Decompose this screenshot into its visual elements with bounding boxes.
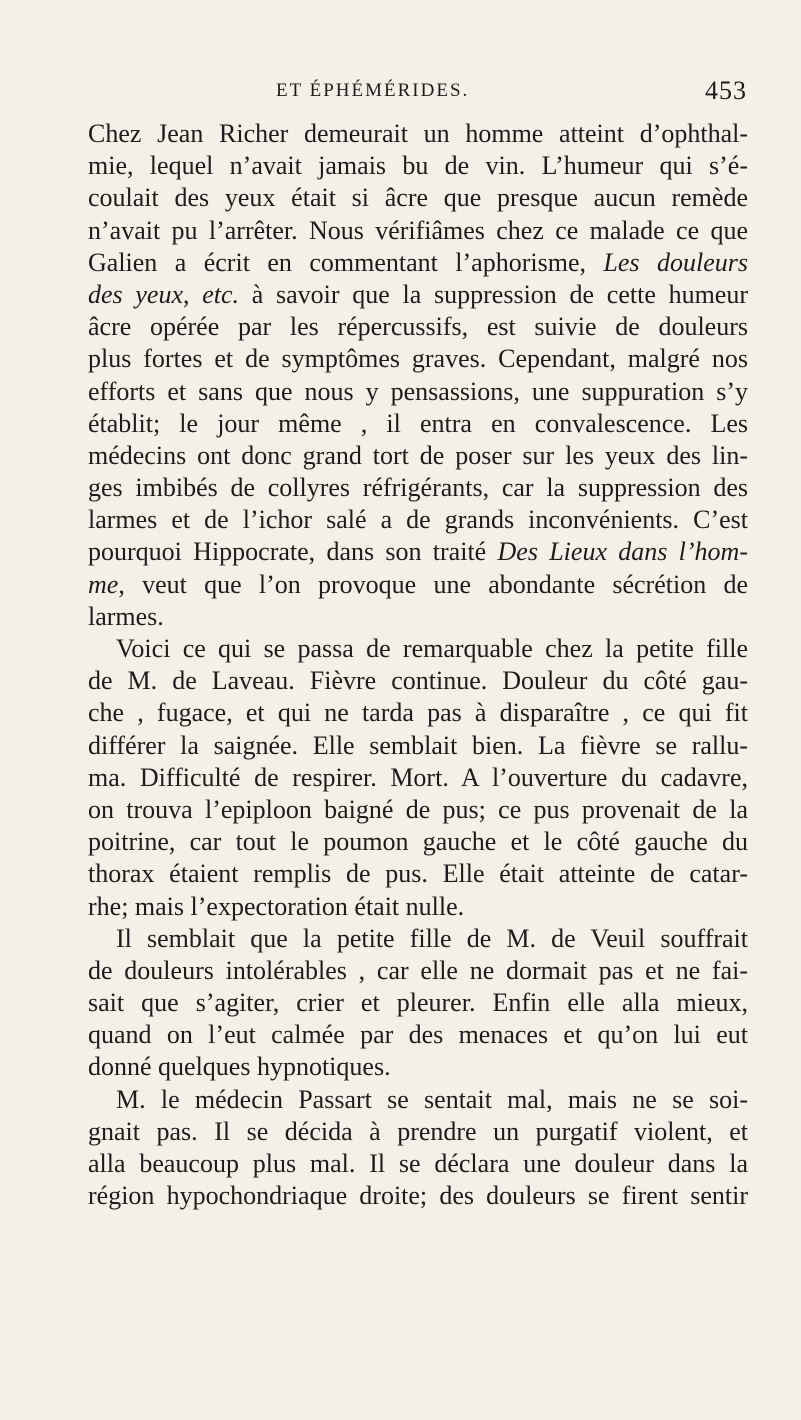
text-line: région hypochondriaque droite; des douleurs se firent sentir <box>88 1181 748 1211</box>
text-line: coulait des yeux était si âcre que presque aucun remède <box>88 183 748 213</box>
text-line: ges imbibés de collyres réfrigérants, car la suppression des <box>88 473 748 503</box>
text-line: établit; le jour même , il entra en convalescence. Les <box>88 408 748 438</box>
paragraph-end-line: larmes. <box>88 601 164 631</box>
text-line: poitrine, car tout le poumon gauche et le côté gauche du <box>88 827 748 857</box>
text-line: on trouva l’epiploon baigné de pus; ce pus provenait de la <box>88 794 748 824</box>
text-line: différer la saignée. Elle semblait bien. La fièvre se rallu- <box>88 730 748 760</box>
text-line: quand on l’eut calmée par des menaces et qu’on lui eut <box>88 1020 748 1050</box>
text-line: de M. de Laveau. Fièvre continue. Douleur du côté gau- <box>88 666 748 696</box>
text-line: larmes et de l’ichor salé a de grands inconvénients. C’est <box>88 505 748 535</box>
body-text <box>88 118 748 1212</box>
text-line: pourquoi Hippocrate, dans son traité Des Lieux dans l’hom- <box>88 537 748 567</box>
text-line: sait que s’agiter, crier et pleurer. Enfin elle alla mieux, <box>88 988 748 1018</box>
running-title: ET ÉPHÉMÉRIDES. <box>276 80 470 101</box>
italic-title: Des Lieux dans l’hom- <box>497 537 748 567</box>
paragraph-start-line: Il semblait que la petite fille de M. de Veuil souffrait <box>116 923 748 953</box>
text-line: me, veut que l’on provoque une abondante sécrétion de <box>88 569 748 599</box>
text-line: gnait pas. Il se décida à prendre un purgatif violent, et <box>88 1116 748 1146</box>
italic-quote: des yeux <box>88 279 183 309</box>
text-line: Galien a écrit en commentant l’aphorisme, Les douleurs <box>88 247 748 277</box>
paragraph-end-line: donné quelques hypnotiques. <box>88 1052 391 1082</box>
running-header <box>0 76 801 110</box>
text-line: thorax étaient remplis de pus. Elle était atteinte de catar- <box>88 859 748 889</box>
text-line: che , fugace, et qui ne tarda pas à disparaître , ce qui fit <box>88 698 748 728</box>
text-line: des yeux, etc. à savoir que la suppression de cette humeur <box>88 279 748 309</box>
page-number: 453 <box>705 76 747 105</box>
text-line: n’avait pu l’arrêter. Nous vérifiâmes chez ce malade ce que <box>88 215 748 245</box>
text-line: mie, lequel n’avait jamais bu de vin. L’humeur qui s’é- <box>88 151 748 181</box>
text-line: âcre opérée par les répercussifs, est suivie de douleurs <box>88 312 748 342</box>
text-line: plus fortes et de symptômes graves. Cependant, malgré nos <box>88 344 748 374</box>
italic-abbreviation: etc. <box>202 279 240 309</box>
text-line: alla beaucoup plus mal. Il se déclara une douleur dans la <box>88 1149 748 1178</box>
italic-quote: Les douleurs <box>603 247 748 277</box>
paragraph-start-line: M. le médecin Passart se sentait mal, mais ne se soi- <box>116 1084 748 1114</box>
text-line: efforts et sans que nous y pensassions, une suppuration s’y <box>88 376 748 406</box>
paragraph-start-line: Voici ce qui se passa de remarquable chez la petite fille <box>116 634 748 663</box>
text-line: médecins ont donc grand tort de poser sur les yeux des lin- <box>88 440 748 470</box>
italic-title: me <box>88 569 119 599</box>
text-line: de douleurs intolérables , car elle ne dormait pas et ne fai- <box>88 955 748 985</box>
paragraph-end-line: rhe; mais l’expectoration était nulle. <box>88 891 465 921</box>
text-line: Chez Jean Richer demeurait un homme atteint d’ophthal- <box>88 119 748 148</box>
text-line: ma. Difficulté de respirer. Mort. A l’ouverture du cadavre, <box>88 762 748 792</box>
